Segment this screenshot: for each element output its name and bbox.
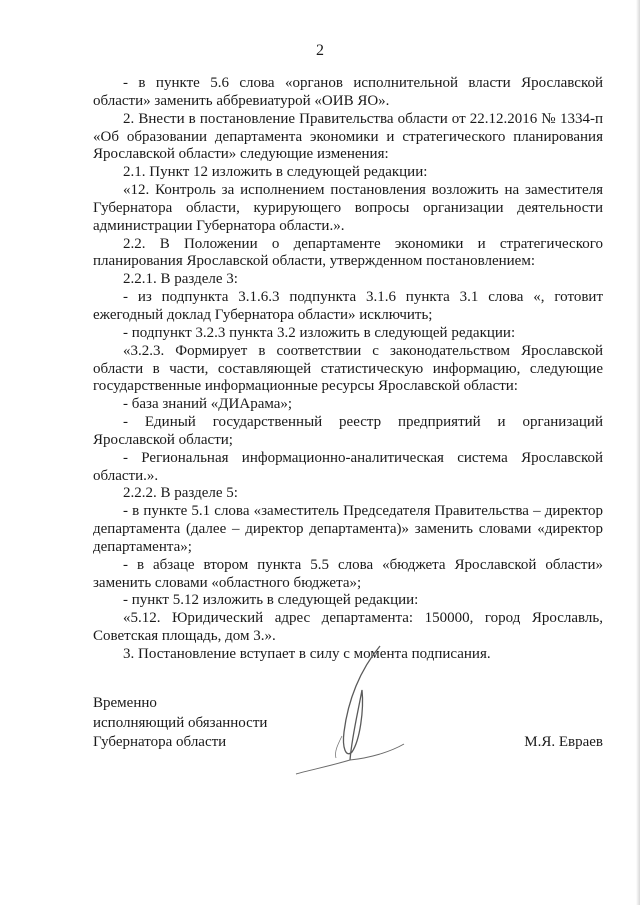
paragraph: - Единый государственный реестр предприятий и организаций Ярославской области; xyxy=(93,414,603,448)
paragraph: - из подпункта 3.1.6.3 подпункта 3.1.6 пункта 3.1 слова «, готовит ежегодный доклад Губернатора области» исключить; xyxy=(93,289,603,323)
paragraph: 3. Постановление вступает в силу с момента подписания. xyxy=(123,646,491,662)
paragraph: 2.2.1. В разделе 3: xyxy=(123,271,238,288)
paragraph: - подпункт 3.2.3 пункта 3.2 изложить в следующей редакции: xyxy=(123,324,516,341)
paragraph: - в пункте 5.6 слова «органов исполнительной власти Ярославской области» заменить аббревиатурой «ОИВ ЯО». xyxy=(93,75,603,109)
paragraph: - в пункте 5.1 слова «заместитель Председателя Правительства – директор департамента (далее – директор департамента)» заменить словами «директор департамента»; xyxy=(93,503,603,555)
paragraph: «12. Контроль за исполнением постановления возложить на заместителя Губернатора области, курирующего вопросы организации деятельности администрации Губернатора области.». xyxy=(93,182,603,234)
scan-edge xyxy=(636,0,640,905)
signature-block xyxy=(93,694,603,753)
paragraph: 2.2. В Положении о департаменте экономики и стратегического планирования Ярославской области, утвержденном постановлением: xyxy=(93,235,603,270)
paragraph: 2.1. Пункт 12 изложить в следующей редакции: xyxy=(123,164,428,181)
signatory-title-line-2: исполняющий обязанности xyxy=(93,714,268,731)
signatory-title-line-3: Губернатора области xyxy=(93,734,227,750)
paragraph: - в абзаце втором пункта 5.5 слова «бюджета Ярославской области» заменить словами «областного бюджета»; xyxy=(93,556,603,591)
page-number: 2 xyxy=(316,42,324,59)
signatory-title-line-1: Временно xyxy=(93,695,157,711)
paragraph: «3.2.3. Формирует в соответствии с законодательством Ярославской области в части, составляющей статистическую информацию, следующие государственные информационные ресурсы Ярославской области: xyxy=(93,342,603,395)
signatory-name: М.Я. Евраев xyxy=(524,734,603,750)
paragraph: «5.12. Юридический адрес департамента: 150000, город Ярославль, Советская площадь, дом 3.». xyxy=(93,610,603,645)
paragraph: - Региональная информационно-аналитическая система Ярославской области.». xyxy=(93,449,603,484)
paragraph: - пункт 5.12 изложить в следующей редакции: xyxy=(123,592,419,609)
paragraph: 2. Внести в постановление Правительства области от 22.12.2016 № 1334-п «Об образовании департамента экономики и стратегического планирования Ярославской области» следующие изменения: xyxy=(93,110,603,163)
document-body xyxy=(93,75,603,664)
paragraph: - база знаний «ДИАрама»; xyxy=(123,396,293,413)
paragraph: 2.2.2. В разделе 5: xyxy=(123,485,238,502)
